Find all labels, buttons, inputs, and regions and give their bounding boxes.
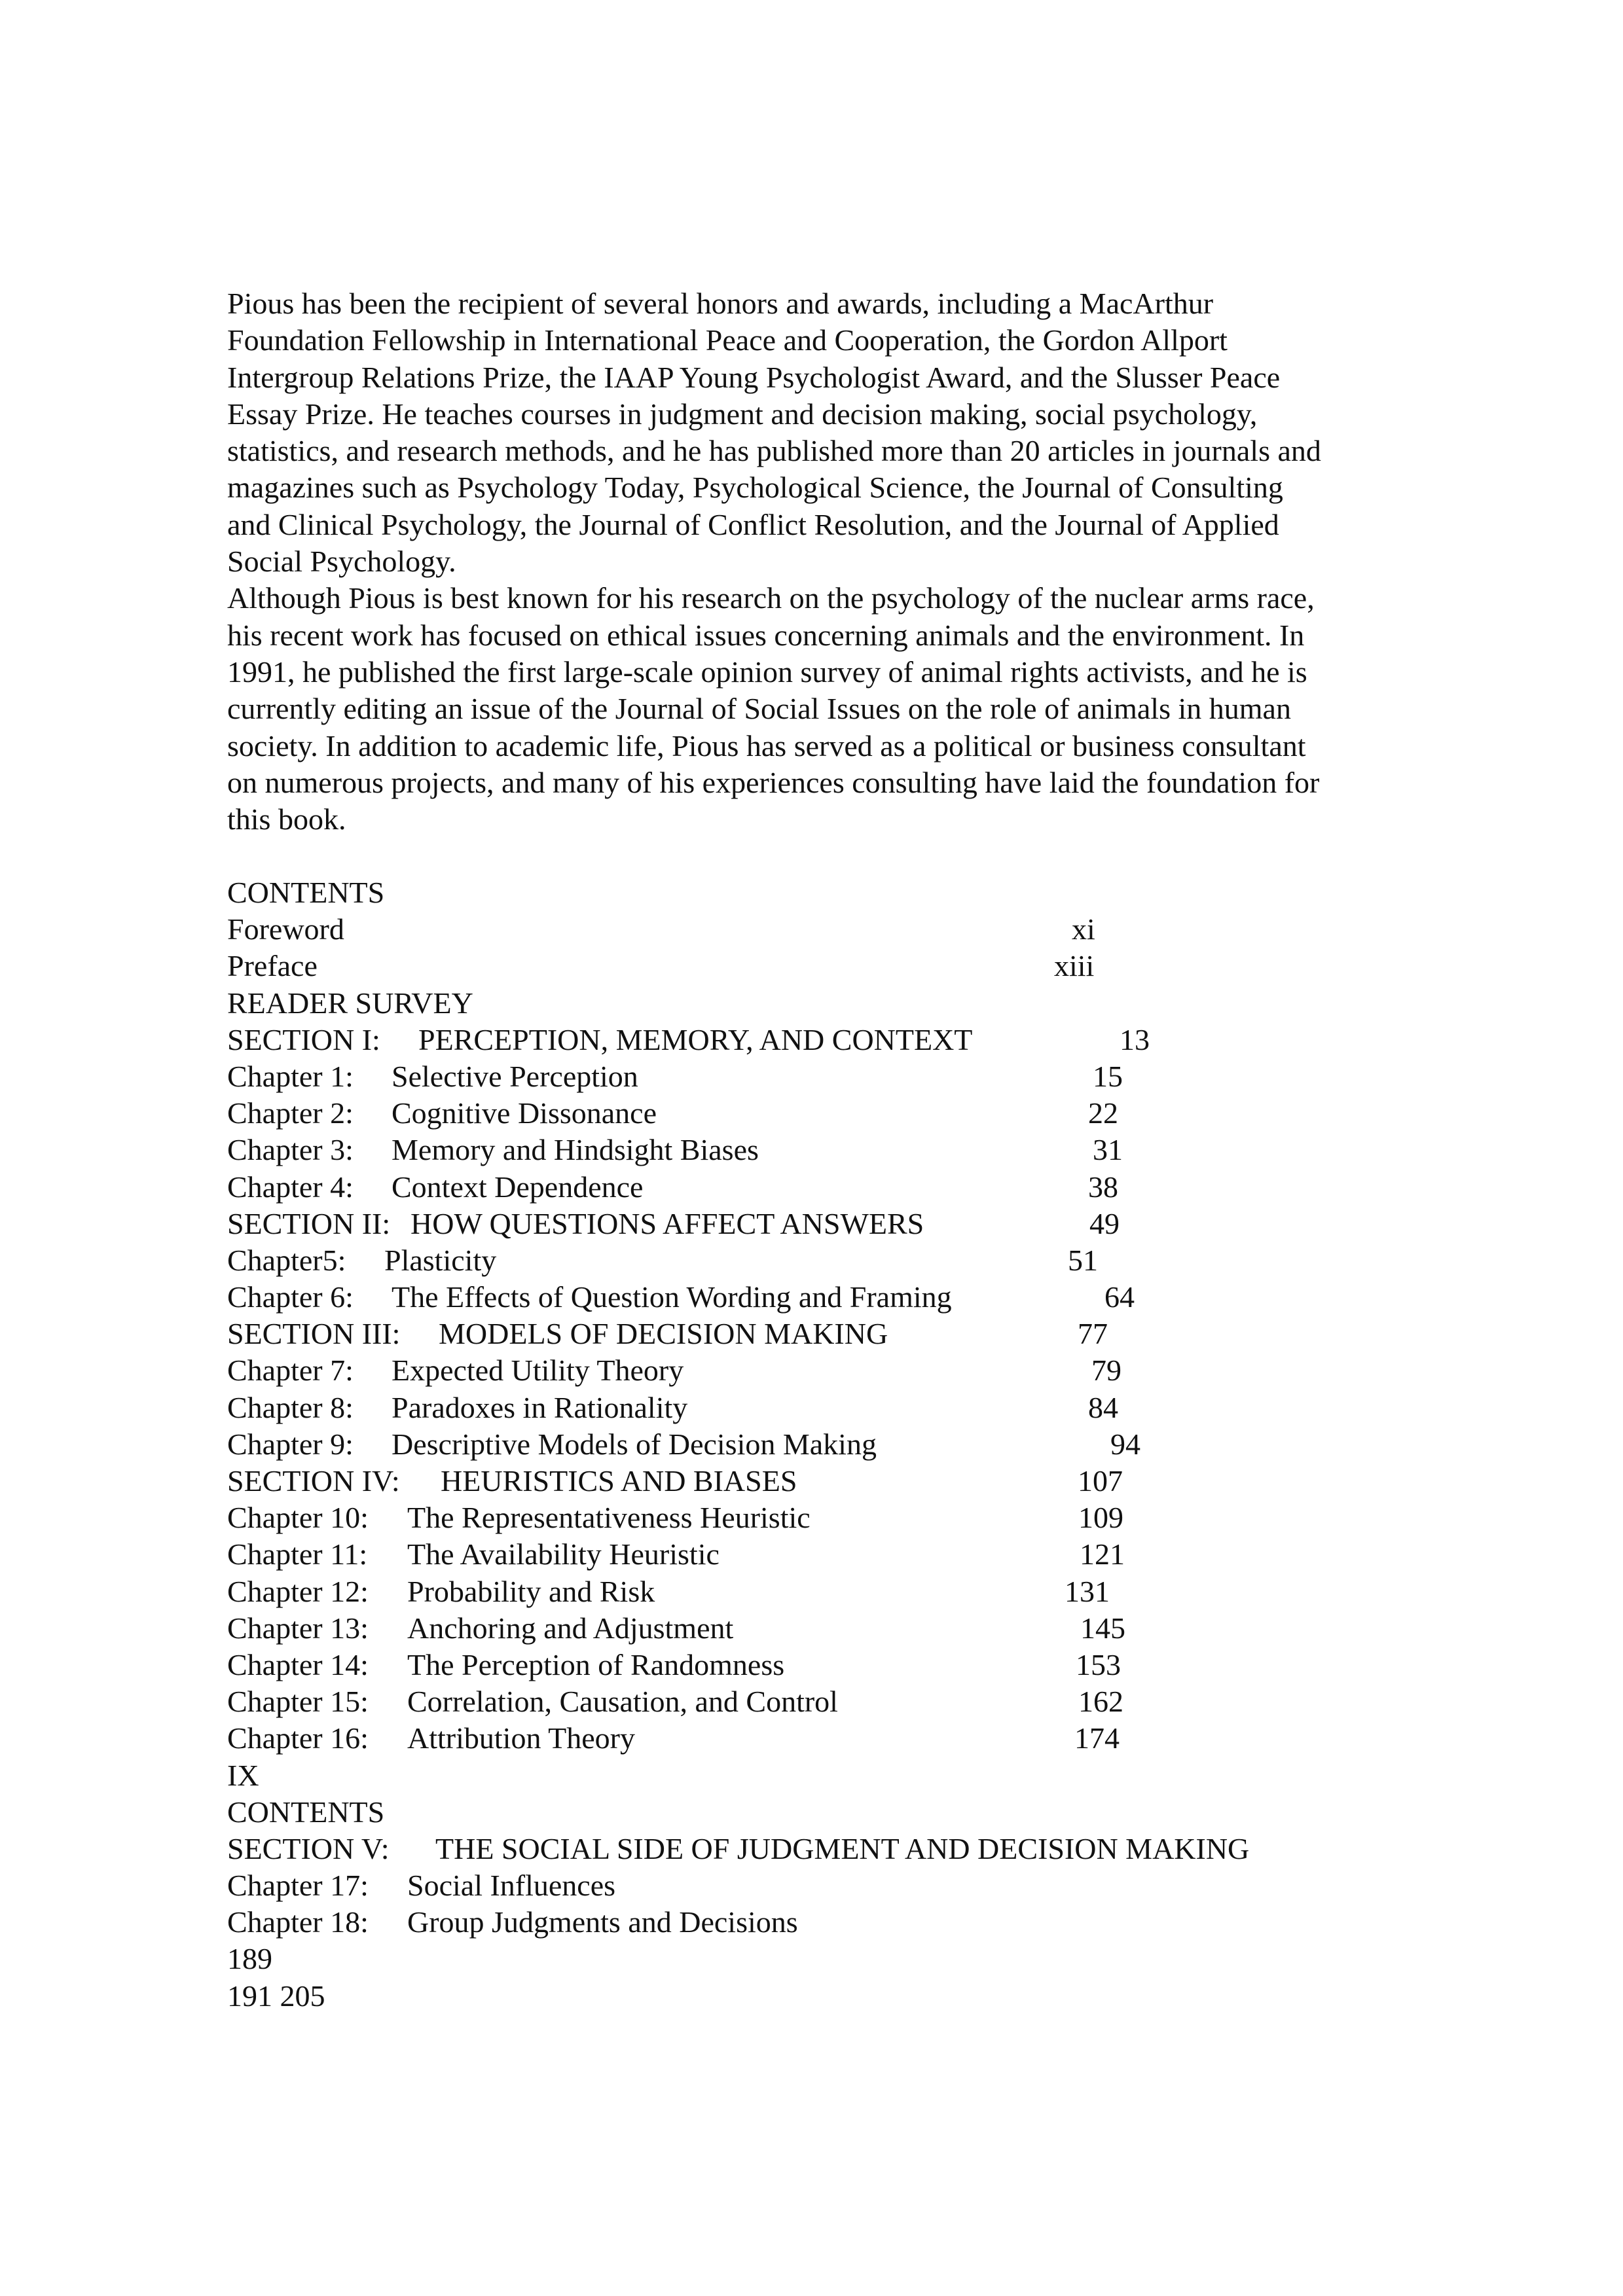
toc-chapter-row <box>227 1573 1406 1610</box>
toc-label: Chapter 12: <box>227 1574 369 1608</box>
toc-label: Chapter 18: <box>227 1905 369 1939</box>
toc-label: SECTION IV: <box>227 1464 400 1498</box>
toc-label: Chapter 14: <box>227 1647 369 1681</box>
toc-title: Context Dependence <box>392 1170 644 1204</box>
bio-line: 1991, he published the first large-scale opinion survey of animal rights activists, and he is <box>227 655 1307 689</box>
toc-section-row <box>227 1463 1406 1499</box>
toc-page: 131 <box>1065 1574 1110 1608</box>
toc-chapter-row <box>227 1095 1406 1132</box>
toc-page: xiii <box>1054 949 1095 983</box>
toc-label: Chapter5: <box>227 1243 346 1277</box>
toc-chapter-row <box>227 1352 1406 1389</box>
toc-label: SECTION V: <box>227 1831 390 1865</box>
toc-chapter-row <box>227 1904 1406 1941</box>
toc-page: 13 <box>1120 1022 1150 1056</box>
toc-chapter-row <box>227 1242 1406 1279</box>
toc-label: Chapter 17: <box>227 1869 369 1903</box>
toc-title: PERCEPTION, MEMORY, AND CONTEXT <box>418 1022 973 1056</box>
toc-page: 15 <box>1093 1059 1123 1093</box>
toc-chapter-row <box>227 1683 1406 1720</box>
toc-chapter-row <box>227 1647 1406 1683</box>
trailing-page-numbers <box>227 1978 1406 2015</box>
toc-page: 94 <box>1110 1427 1140 1461</box>
toc-title: The Availability Heuristic <box>407 1537 720 1571</box>
toc-title: Anchoring and Adjustment <box>407 1611 734 1645</box>
bio-line: Foundation Fellowship in International Peace and Cooperation, the Gordon Allport <box>227 323 1228 357</box>
toc-page: 189 <box>227 1942 272 1976</box>
toc-title: Expected Utility Theory <box>392 1354 684 1388</box>
toc-title: Descriptive Models of Decision Making <box>392 1427 877 1461</box>
toc-chapter-row <box>227 1610 1406 1647</box>
toc-chapter-row <box>227 1169 1406 1206</box>
toc-title: Group Judgments and Decisions <box>407 1905 798 1939</box>
toc-page: 162 <box>1078 1685 1123 1719</box>
toc-label: Chapter 13: <box>227 1611 369 1645</box>
page-folio: IX <box>227 1758 259 1792</box>
toc-label: Chapter 8: <box>227 1390 354 1424</box>
toc-label: Chapter 4: <box>227 1170 354 1204</box>
toc-title: The Effects of Question Wording and Framing <box>392 1280 952 1314</box>
toc-title: Attribution Theory <box>407 1721 635 1755</box>
toc-label: Chapter 3: <box>227 1133 354 1167</box>
toc-page: 107 <box>1078 1464 1123 1498</box>
toc-chapter-row <box>227 1132 1406 1168</box>
toc-page: 174 <box>1074 1721 1120 1755</box>
toc-label: SECTION III: <box>227 1317 401 1351</box>
toc-chapter-row <box>227 1279 1406 1316</box>
toc-page: 191 205 <box>227 1979 325 2013</box>
toc-page: 77 <box>1078 1317 1108 1351</box>
toc-page: xi <box>1072 912 1095 946</box>
contents-heading: CONTENTS <box>227 876 385 909</box>
toc-page: 121 <box>1080 1537 1125 1571</box>
author-bio <box>227 285 1406 838</box>
toc-page: 79 <box>1091 1354 1122 1388</box>
toc-front-row <box>227 911 1406 948</box>
toc-label: Chapter 9: <box>227 1427 354 1461</box>
toc-heading <box>227 874 1406 911</box>
toc-front-row <box>227 948 1406 984</box>
contents-heading: CONTENTS <box>227 1795 385 1829</box>
toc-page: 49 <box>1089 1206 1120 1240</box>
toc-page: 153 <box>1076 1647 1121 1681</box>
toc-title: Plasticity <box>384 1243 497 1277</box>
bio-line: Although Pious is best known for his research on the psychology of the nuclear arms race, <box>227 581 1315 615</box>
toc-heading <box>227 1794 1406 1831</box>
bio-line: statistics, and research methods, and he has published more than 20 articles in journals and <box>227 434 1321 468</box>
toc-label: SECTION II: <box>227 1206 391 1240</box>
bio-line: Intergroup Relations Prize, the IAAP Young Psychologist Award, and the Slusser Peace <box>227 360 1281 394</box>
toc-title: Memory and Hindsight Biases <box>392 1133 759 1167</box>
toc-label: Chapter 2: <box>227 1096 354 1130</box>
toc-title: Paradoxes in Rationality <box>392 1390 688 1424</box>
toc-label: Chapter 16: <box>227 1721 369 1755</box>
bio-line: society. In addition to academic life, Pious has served as a political or business consultant <box>227 728 1306 762</box>
toc-label: Chapter 1: <box>227 1059 354 1093</box>
toc-chapter-row <box>227 1390 1406 1426</box>
toc-page: 145 <box>1080 1611 1125 1645</box>
bio-line: on numerous projects, and many of his experiences consulting have laid the foundation for <box>227 765 1320 799</box>
toc-chapter-row <box>227 1499 1406 1536</box>
toc-label: SECTION I: <box>227 1022 380 1056</box>
toc-title: The Representativeness Heuristic <box>407 1501 811 1535</box>
toc-label: Chapter 6: <box>227 1280 354 1314</box>
toc-title: HOW QUESTIONS AFFECT ANSWERS <box>410 1206 924 1240</box>
toc-title: Social Influences <box>407 1869 616 1903</box>
toc-page: 51 <box>1068 1243 1098 1277</box>
toc-label: Chapter 10: <box>227 1501 369 1535</box>
toc-front-row <box>227 985 1406 1022</box>
toc-page: 109 <box>1078 1501 1123 1535</box>
toc-title: Probability and Risk <box>407 1574 655 1608</box>
table-of-contents <box>227 874 1406 2015</box>
bio-line: magazines such as Psychology Today, Psychological Science, the Journal of Consulting <box>227 471 1283 505</box>
toc-chapter-row <box>227 1058 1406 1095</box>
toc-page: 22 <box>1088 1096 1118 1130</box>
bio-line: this book. <box>227 802 346 836</box>
toc-title: THE SOCIAL SIDE OF JUDGMENT AND DECISION MAKING <box>435 1831 1250 1865</box>
toc-section-row <box>227 1206 1406 1242</box>
trailing-page-numbers <box>227 1941 1406 1977</box>
toc-chapter-row <box>227 1536 1406 1573</box>
toc-title: Correlation, Causation, and Control <box>407 1685 838 1719</box>
toc-title: READER SURVEY <box>227 986 473 1020</box>
toc-title: Foreword <box>227 912 344 946</box>
bio-line: Pious has been the recipient of several honors and awards, including a MacArthur <box>227 287 1214 320</box>
toc-label: Chapter 15: <box>227 1685 369 1719</box>
toc-chapter-row <box>227 1426 1406 1463</box>
bio-line: Social Psychology. <box>227 545 456 579</box>
toc-section-row <box>227 1316 1406 1352</box>
toc-page: 84 <box>1088 1390 1118 1424</box>
bio-line: and Clinical Psychology, the Journal of Conflict Resolution, and the Journal of Applied <box>227 507 1279 541</box>
toc-section-row <box>227 1022 1406 1058</box>
toc-section-row <box>227 1831 1406 1867</box>
toc-label: Chapter 11: <box>227 1537 368 1571</box>
toc-page: 38 <box>1088 1170 1118 1204</box>
toc-title: The Perception of Randomness <box>407 1647 785 1681</box>
toc-title: HEURISTICS AND BIASES <box>441 1464 797 1498</box>
bio-line: currently editing an issue of the Journal of Social Issues on the role of animals in human <box>227 692 1291 726</box>
toc-page: 31 <box>1093 1133 1123 1167</box>
toc-title: Preface <box>227 949 318 983</box>
toc-title: MODELS OF DECISION MAKING <box>439 1317 888 1351</box>
toc-title: Selective Perception <box>392 1059 638 1093</box>
toc-chapter-row <box>227 1720 1406 1757</box>
page-folio-row <box>227 1757 1406 1794</box>
bio-line: his recent work has focused on ethical issues concerning animals and the environment. In <box>227 618 1305 652</box>
toc-title: Cognitive Dissonance <box>392 1096 657 1130</box>
toc-chapter-row <box>227 1867 1406 1904</box>
toc-page: 64 <box>1104 1280 1135 1314</box>
bio-line: Essay Prize. He teaches courses in judgment and decision making, social psychology, <box>227 397 1258 431</box>
toc-label: Chapter 7: <box>227 1354 354 1388</box>
